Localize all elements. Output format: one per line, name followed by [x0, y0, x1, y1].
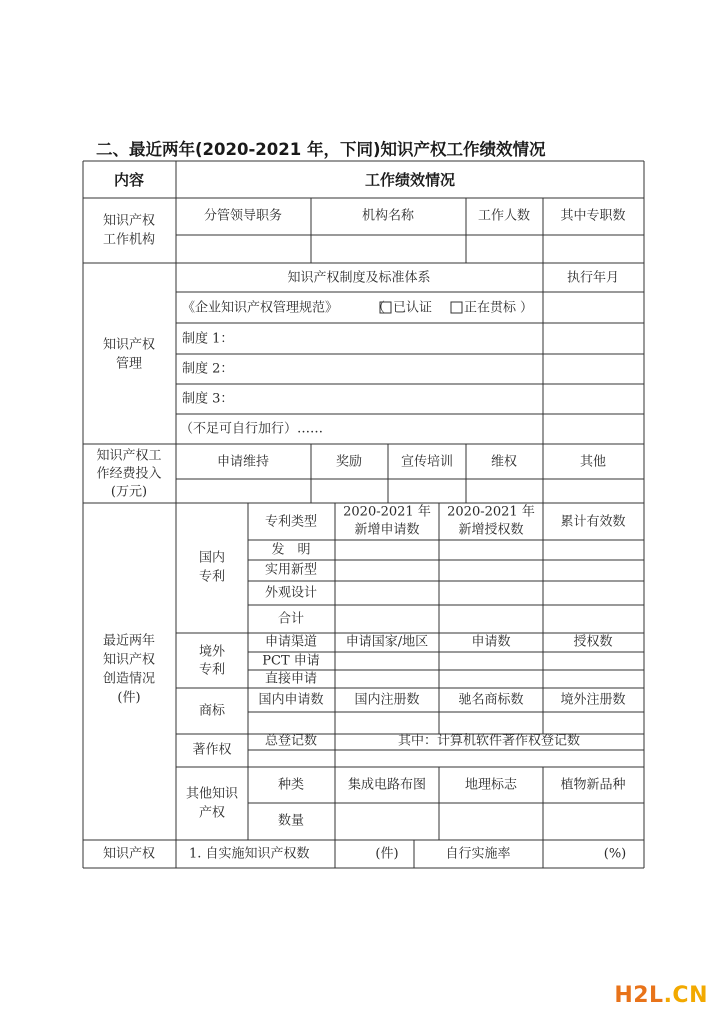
mgmt-system-header: 知识产权制度及标准体系	[287, 270, 431, 286]
checkbox-implementing[interactable]	[451, 302, 462, 313]
other-ip-header-kind: 种类	[277, 777, 305, 793]
mgmt-add-rows-note: （不足可自行加行）……	[180, 421, 324, 437]
header-performance: 工作绩效情况	[364, 171, 456, 189]
trademark-header-domestic-apply: 国内申请数	[258, 692, 324, 708]
domestic-row-invention: 发 明	[271, 542, 311, 558]
org-label-line1: 知识产权	[102, 213, 156, 229]
impl-label: 知识产权	[102, 846, 156, 862]
org-header-leader: 分管领导职务	[203, 208, 283, 224]
domestic-header-cumulative: 累计有效数	[560, 514, 626, 530]
watermark-part1: H2L	[614, 983, 664, 1008]
impl-self-count: 1. 自实施知识产权数	[189, 846, 310, 862]
creation-label-line4: (件)	[117, 690, 141, 706]
domestic-header-type: 专利类型	[264, 514, 318, 530]
foreign-label-line1: 境外	[198, 644, 226, 660]
fund-header-training: 宣传培训	[400, 454, 454, 470]
fund-header-reward: 奖励	[335, 454, 363, 470]
impl-self-rate: 自行实施率	[445, 846, 511, 862]
domestic-label-line1: 国内	[198, 550, 226, 566]
trademark-header-domestic-reg: 国内注册数	[354, 692, 420, 708]
fund-header-defense: 维权	[490, 454, 518, 470]
impl-unit-items: (件)	[375, 846, 399, 862]
opt-implementing-label: 正在贯标	[464, 300, 517, 316]
fund-label-line2: 作经费投入	[96, 466, 162, 482]
fund-header-other: 其他	[579, 454, 607, 470]
watermark-logo	[614, 983, 708, 1008]
domestic-row-total: 合计	[277, 611, 305, 627]
mgmt-date-header: 执行年月	[566, 270, 620, 286]
domestic-header-apply-line1: 2020-2021 年	[343, 504, 431, 520]
creation-label-line3: 创造情况	[102, 671, 156, 687]
foreign-header-country: 申请国家/地区	[345, 634, 429, 650]
org-header-name: 机构名称	[361, 208, 415, 224]
domestic-header-grant-line2: 新增授权数	[458, 522, 524, 538]
foreign-header-grant: 授权数	[573, 634, 613, 650]
paren-open: （	[372, 300, 386, 316]
other-ip-label-line2: 产权	[198, 805, 226, 821]
foreign-label-line2: 专利	[198, 662, 226, 678]
trademark-header-wellknown: 驰名商标数	[458, 692, 524, 708]
fund-label-line1: 知识产权工	[96, 448, 162, 464]
org-header-staff: 工作人数	[477, 208, 531, 224]
domestic-row-utility: 实用新型	[264, 562, 318, 578]
watermark-part2: .CN	[663, 983, 708, 1008]
header-content: 内容	[113, 171, 145, 189]
domestic-header-apply-line2: 新增申请数	[354, 522, 420, 538]
foreign-header-channel: 申请渠道	[264, 634, 318, 650]
copyright-header-total: 总登记数	[264, 733, 318, 749]
domestic-row-design: 外观设计	[264, 585, 318, 601]
other-ip-header-plant: 植物新品种	[560, 777, 626, 793]
foreign-header-apply: 申请数	[471, 634, 511, 650]
paren-close: ）	[520, 300, 534, 316]
other-ip-header-ic: 集成电路布图	[347, 777, 427, 793]
mgmt-system-3: 制度 3：	[182, 391, 234, 407]
foreign-row-pct: PCT 申请	[262, 653, 320, 669]
fund-label-line3: (万元)	[110, 484, 148, 500]
mgmt-system-2: 制度 2：	[182, 361, 234, 377]
other-ip-row-quantity: 数量	[277, 813, 305, 829]
other-ip-label-line1: 其他知识	[185, 786, 239, 802]
other-ip-header-geo: 地理标志	[464, 777, 518, 793]
impl-unit-percent: (%)	[603, 846, 627, 862]
domestic-label-line2: 专利	[198, 569, 226, 585]
section-heading: 二、最近两年(2020-2021 年，下同)知识产权工作绩效情况	[96, 140, 546, 159]
copyright-label: 著作权	[192, 742, 232, 758]
trademark-label: 商标	[198, 703, 226, 719]
foreign-row-direct: 直接申请	[264, 671, 318, 687]
trademark-header-foreign-reg: 境外注册数	[560, 692, 626, 708]
org-header-fulltime: 其中专职数	[560, 208, 626, 224]
domestic-header-grant-line1: 2020-2021 年	[447, 504, 535, 520]
org-label-line2: 工作机构	[102, 232, 156, 248]
creation-label-line1: 最近两年	[102, 633, 156, 649]
fund-header-maintain: 申请维持	[216, 454, 270, 470]
copyright-header-software: 其中：计算机软件著作权登记数	[397, 733, 581, 749]
mgmt-system-1: 制度 1：	[182, 331, 234, 347]
mgmt-norm-title: 《企业知识产权管理规范》	[182, 300, 339, 316]
mgmt-label-line2: 管理	[115, 356, 143, 372]
mgmt-label-line1: 知识产权	[102, 337, 156, 353]
opt-certified-label: 已认证	[393, 300, 433, 316]
creation-label-line2: 知识产权	[102, 652, 156, 668]
